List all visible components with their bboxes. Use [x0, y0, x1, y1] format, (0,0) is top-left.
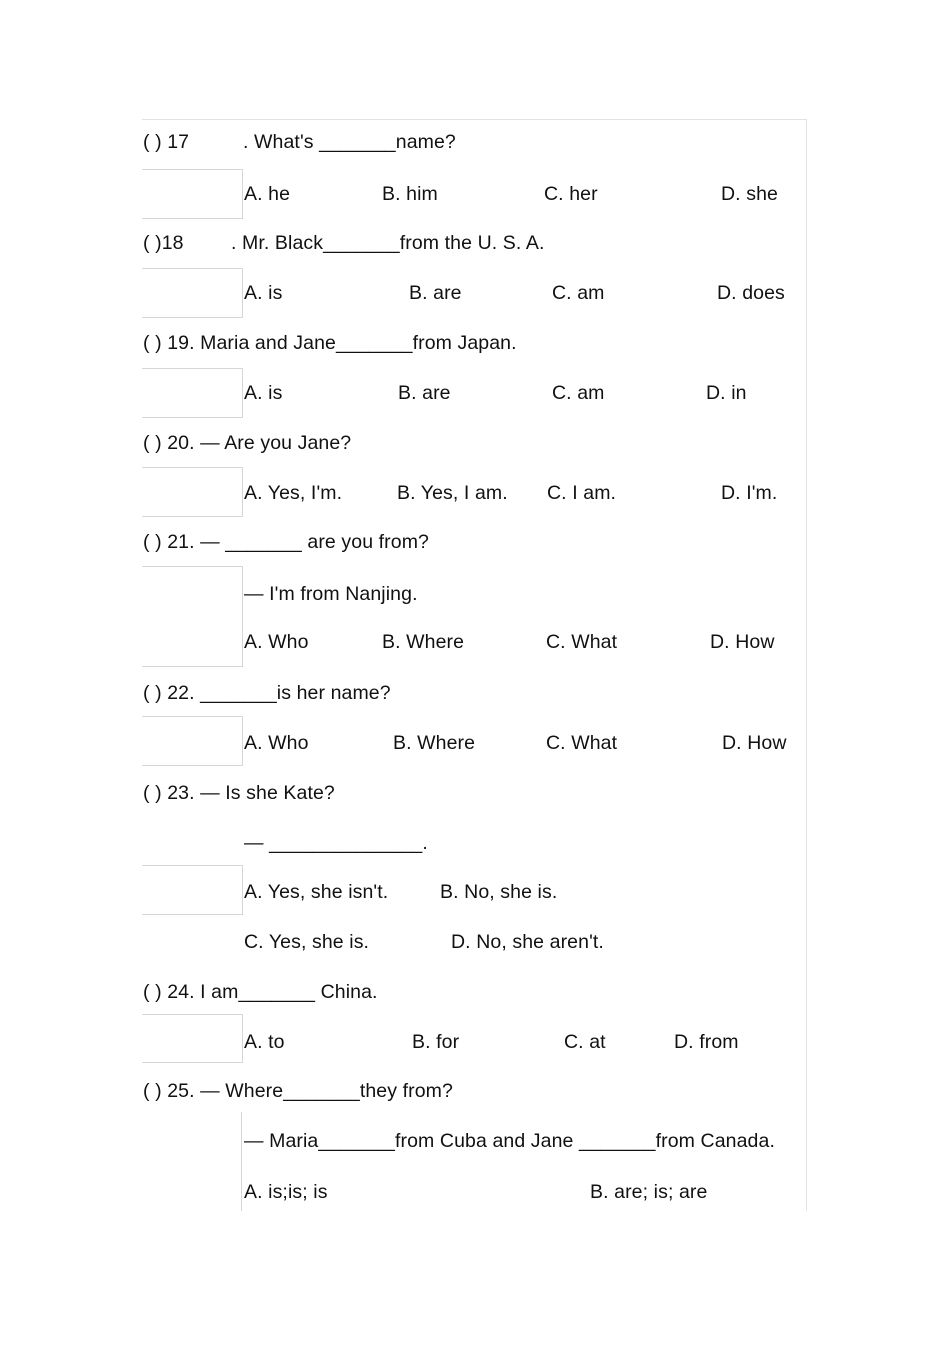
answer-box-17 [142, 169, 243, 219]
q17-option-a: A. he [244, 183, 291, 205]
q20-option-c: C. I am. [547, 482, 617, 504]
question-19-stem: ( ) 19. Maria and Jane_______from Japan. [143, 332, 517, 354]
answer-box-25-edge [241, 1112, 242, 1211]
question-25-stem: ( ) 25. — Where_______they from? [143, 1080, 453, 1102]
q24-option-c: C. at [564, 1031, 606, 1053]
q17-option-c: C. her [544, 183, 598, 205]
q22-option-d: D. How [722, 732, 787, 754]
q20-option-b: B. Yes, I am. [397, 482, 508, 504]
q23-option-a: A. Yes, she isn't. [244, 881, 389, 903]
q21-option-c: C. What [546, 631, 618, 653]
q19-option-d: D. in [706, 382, 747, 404]
answer-box-18 [142, 268, 243, 318]
table-top-border [142, 119, 807, 120]
answer-box-21 [142, 566, 243, 667]
question-17-stem: . What's _______name? [243, 131, 456, 153]
q23-option-c: C. Yes, she is. [244, 931, 370, 953]
table-right-border [806, 119, 807, 1211]
question-23-reply: — ______________. [244, 832, 428, 854]
answer-box-20 [142, 467, 243, 517]
q19-option-a: A. is [244, 382, 283, 404]
q24-option-a: A. to [244, 1031, 285, 1053]
q20-option-d: D. I'm. [721, 482, 778, 504]
q22-option-c: C. What [546, 732, 618, 754]
question-20-stem: ( ) 20. — Are you Jane? [143, 432, 352, 454]
question-22-stem: ( ) 22. _______is her name? [143, 682, 391, 704]
answer-box-24 [142, 1014, 243, 1063]
q24-option-b: B. for [412, 1031, 460, 1053]
q19-option-b: B. are [398, 382, 451, 404]
q21-option-a: A. Who [244, 631, 309, 653]
q19-option-c: C. am [552, 382, 605, 404]
question-18-stem: . Mr. Black_______from the U. S. A. [231, 232, 545, 254]
question-17-number: ( ) 17 [143, 131, 190, 153]
question-21-reply: — I'm from Nanjing. [244, 583, 418, 605]
answer-box-19 [142, 368, 243, 418]
q22-option-b: B. Where [393, 732, 476, 754]
q22-option-a: A. Who [244, 732, 309, 754]
q23-option-b: B. No, she is. [440, 881, 558, 903]
q17-option-d: D. she [721, 183, 778, 205]
q20-option-a: A. Yes, I'm. [244, 482, 343, 504]
q17-option-b: B. him [382, 183, 438, 205]
q18-option-d: D. does [717, 282, 785, 304]
question-24-stem: ( ) 24. I am_______ China. [143, 981, 378, 1003]
q23-option-d: D. No, she aren't. [451, 931, 604, 953]
q21-option-b: B. Where [382, 631, 465, 653]
question-23-stem: ( ) 23. — Is she Kate? [143, 782, 335, 804]
q25-option-b: B. are; is; are [590, 1181, 708, 1203]
q24-option-d: D. from [674, 1031, 739, 1053]
q25-option-a: A. is;is; is [244, 1181, 328, 1203]
q21-option-d: D. How [710, 631, 775, 653]
q18-option-c: C. am [552, 282, 605, 304]
answer-box-23 [142, 865, 243, 915]
q18-option-b: B. are [409, 282, 462, 304]
question-21-stem: ( ) 21. — _______ are you from? [143, 531, 430, 553]
question-25-reply: — Maria_______from Cuba and Jane _______from Canada. [244, 1130, 775, 1152]
question-18-number: ( )18 [143, 232, 184, 254]
q18-option-a: A. is [244, 282, 283, 304]
answer-box-22 [142, 716, 243, 766]
